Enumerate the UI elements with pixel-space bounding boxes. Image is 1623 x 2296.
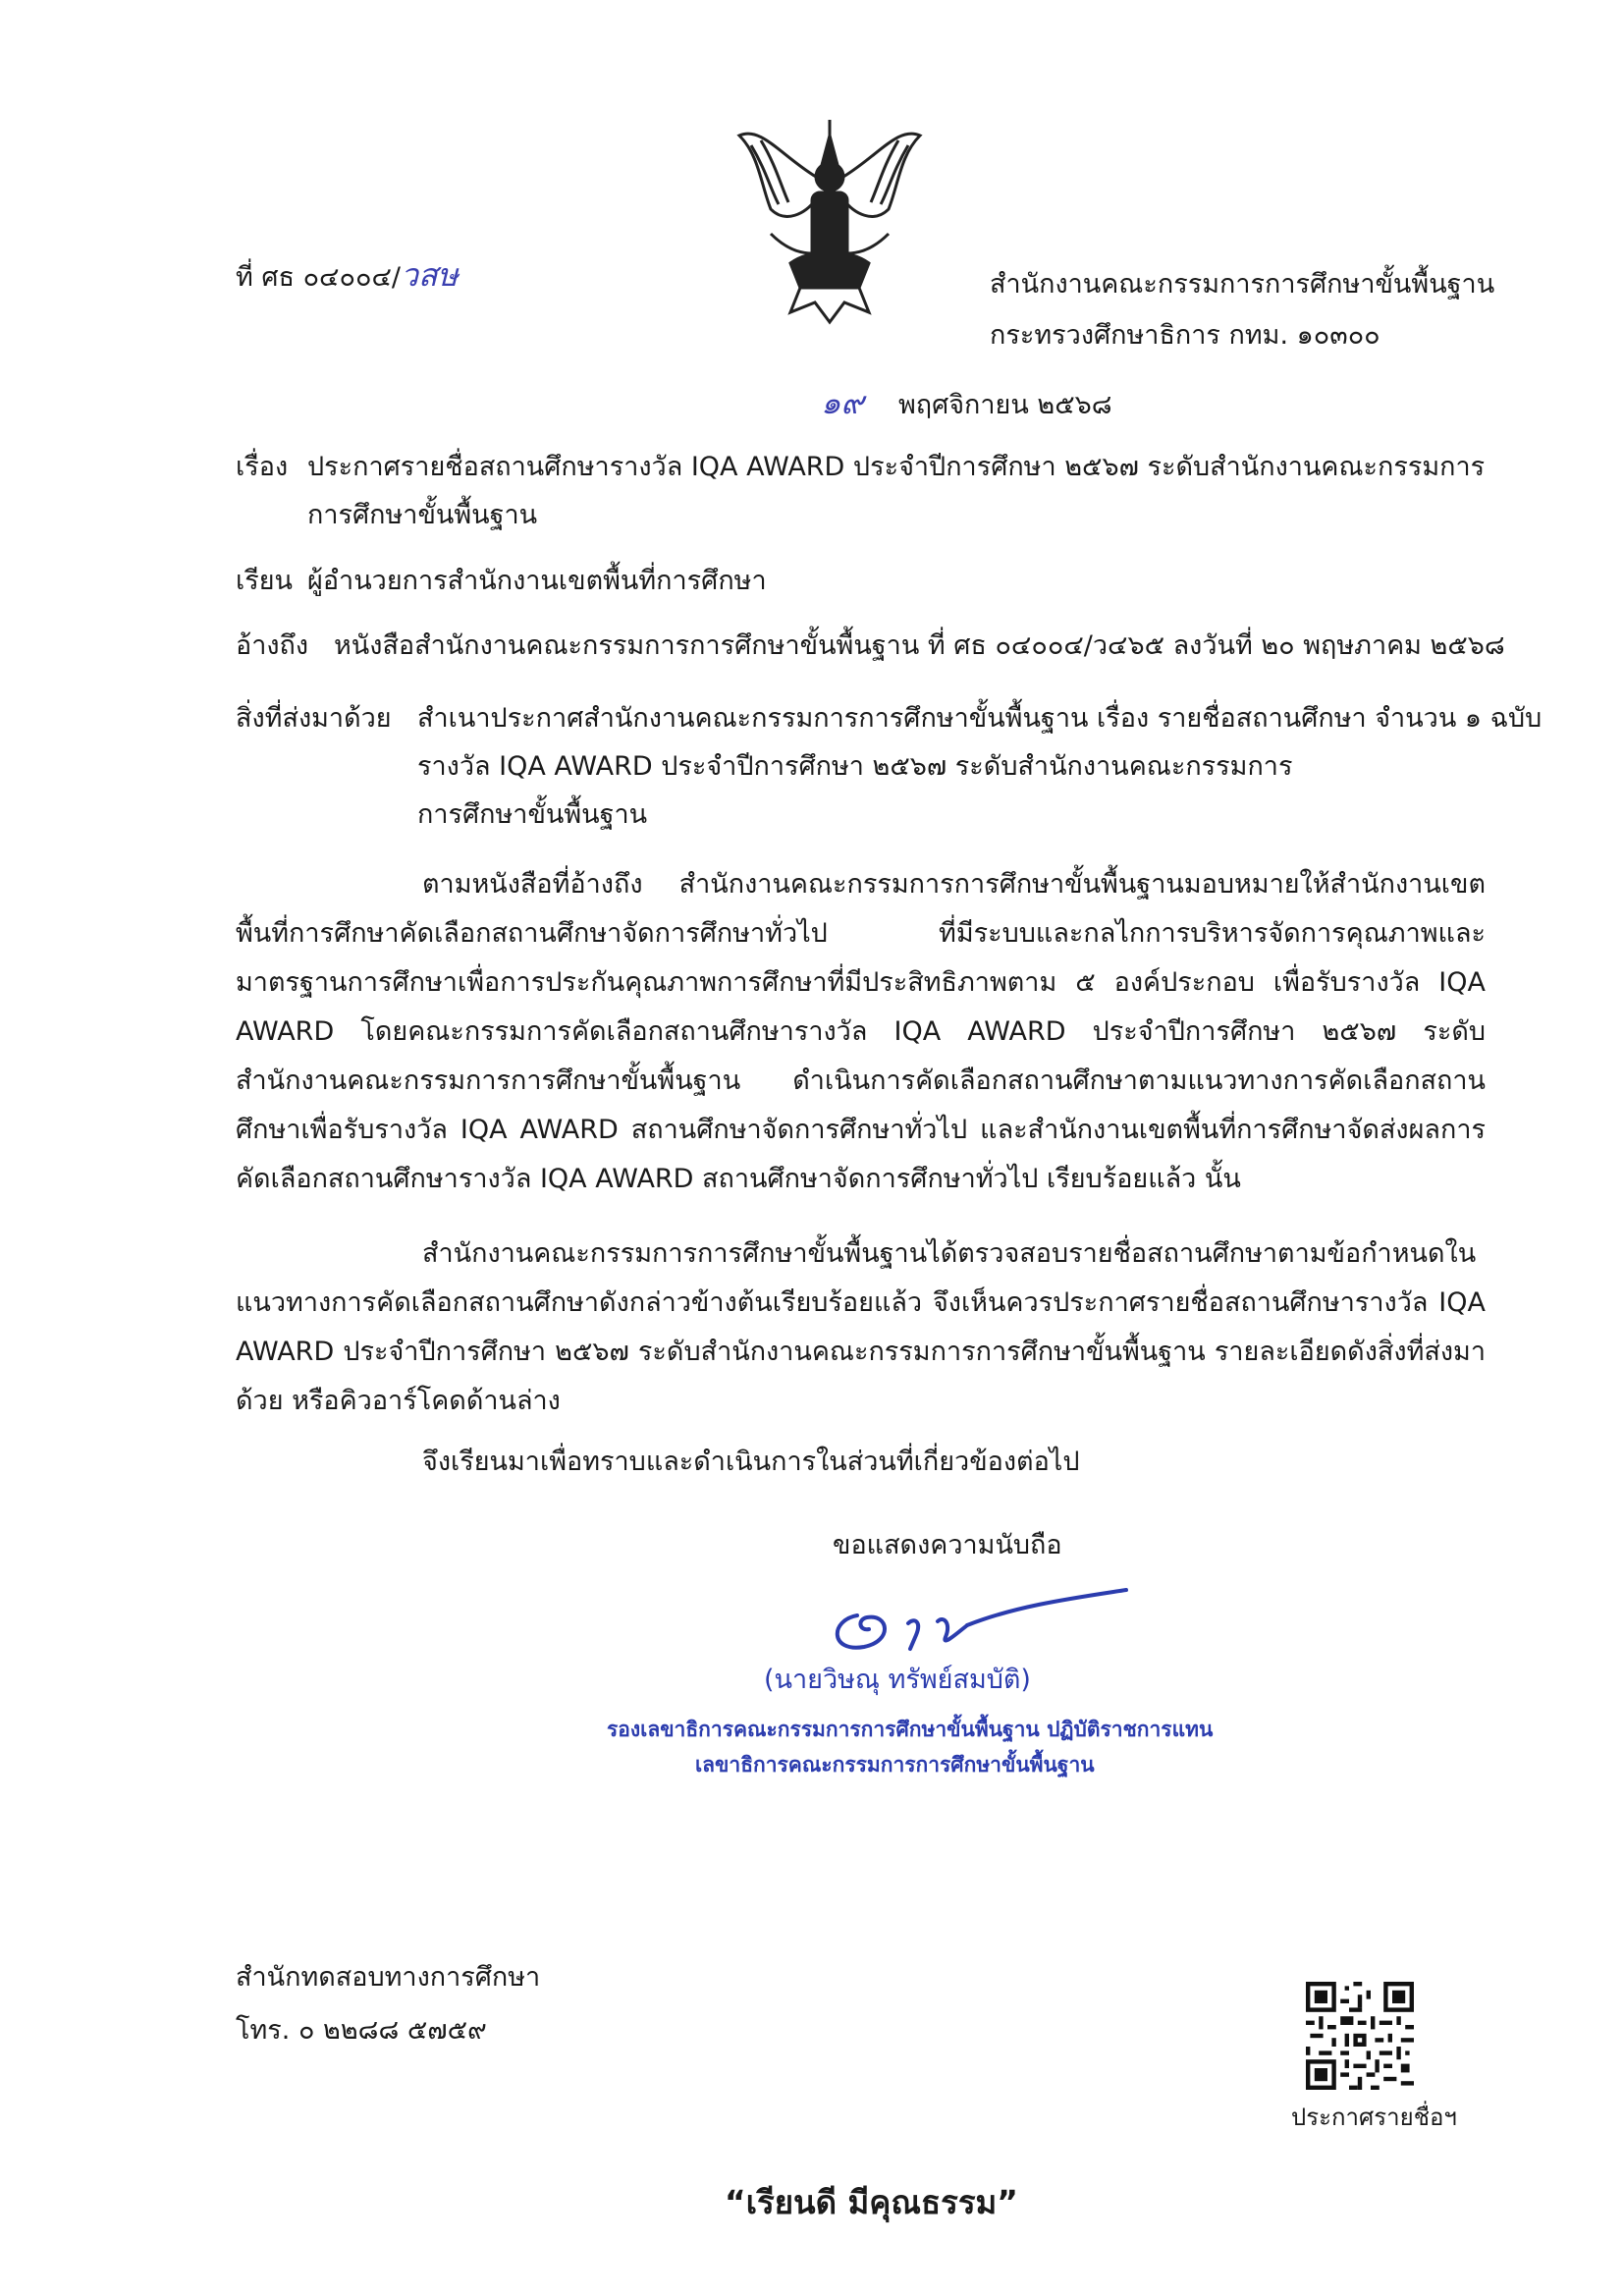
signer-title-1: รองเลขาธิการคณะกรรมการการศึกษาขั้นพื้นฐาน ปฏิบัติราชการแทน	[607, 1718, 1214, 1741]
body-paragraph-3-text: จึงเรียนมาเพื่อทราบและดำเนินการในส่วนที่เกี่ยวข้องต่อไป	[422, 1447, 1080, 1477]
body-paragraph-1-text: ตามหนังสือที่อ้างถึง สำนักงานคณะกรรมการการศึกษาขั้นพื้นฐานมอบหมายให้สำนักงานเขตพื้นที่การศึกษาคัดเลือกสถานศึกษาจัดการศึกษาทั่วไป ที่มีระบบและกลไกการบริหารจัดการคุณภาพและมาตรฐานการศึกษาเพื่อการประกันคุณภาพการศึกษาที่มีประสิทธิภาพตาม ๕ องค์ประกอบ เพื่อรับรางวัล IQA AWARD โดยคณะกรรมการคัดเลือกสถานศึกษารางวัล IQA AWARD ประจำปีการศึกษา ๒๕๖๗ ระดับสำนักงานคณะกรรมการการศึกษาขั้นพื้นฐาน ดำเนินการคัดเลือกสถานศึกษาตามแนวทางการคัดเลือกสถานศึกษาเพื่อรับรางวัล IQA AWARD สถานศึกษาจัดการศึกษาทั่วไป และสำนักงานเขตพื้นที่การศึกษาจัดส่งผลการคัดเลือกสถานศึกษารางวัล IQA AWARD สถานศึกษาจัดการศึกษาทั่วไป เรียบร้อยแล้ว นั้น	[236, 869, 1486, 1194]
motto: “เรียนดี มีคุณธรรม”	[725, 2183, 1018, 2221]
reference-prefix: ที่ ศธ ๐๔๐๐๔/	[236, 262, 401, 293]
enclosure-line-2: รางวัล IQA AWARD ประจำปีการศึกษา ๒๕๖๗ ระดับสำนักงานคณะกรรมการ	[417, 751, 1293, 782]
enclosure-line-3: การศึกษาขั้นพื้นฐาน	[417, 799, 648, 830]
reference-number-handwritten: วสษ	[401, 256, 459, 294]
footer-phone: โทร. ๐ ๒๒๘๘ ๕๗๕๙	[236, 2015, 487, 2046]
qr-code-icon[interactable]	[1306, 1982, 1414, 2090]
signer-name: (นายวิษณุ ทรัพย์สมบัติ)	[764, 1665, 1031, 1695]
office-name: สำนักงานคณะกรรมการการศึกษาขั้นพื้นฐาน	[990, 269, 1495, 300]
subject-line-2: การศึกษาขั้นพื้นฐาน	[307, 500, 538, 530]
date-month-year: พฤศจิกายน ๒๕๖๘	[897, 390, 1112, 420]
body-paragraph-2	[236, 1230, 1486, 1426]
reference-text: หนังสือสำนักงานคณะกรรมการการศึกษาขั้นพื้นฐาน ที่ ศธ ๐๔๐๐๔/ว๔๖๕ ลงวันที่ ๒๐ พฤษภาคม ๒๕๖๘	[334, 630, 1505, 661]
closing-salutation: ขอแสดงความนับถือ	[833, 1530, 1062, 1560]
garuda-emblem-icon	[731, 116, 928, 327]
signer-title-2: เลขาธิการคณะกรรมการการศึกษาขั้นพื้นฐาน	[695, 1753, 1095, 1777]
reference-number	[236, 257, 459, 296]
subject-line-1: ประกาศรายชื่อสถานศึกษารางวัล IQA AWARD ประจำปีการศึกษา ๒๕๖๗ ระดับสำนักงานคณะกรรมการ	[307, 452, 1486, 482]
recipient-label: เรียน	[236, 566, 294, 596]
enclosure-line-1: สำเนาประกาศสำนักงานคณะกรรมการการศึกษาขั้นพื้นฐาน เรื่อง รายชื่อสถานศึกษา จำนวน ๑ ฉบับ	[417, 703, 1542, 734]
body-paragraph-3	[236, 1438, 1486, 1487]
reference-label: อ้างถึง	[236, 630, 309, 661]
office-address: กระทรวงศึกษาธิการ กทม. ๑๐๓๐๐	[990, 320, 1380, 351]
enclosure-label: สิ่งที่ส่งมาด้วย	[236, 703, 392, 734]
footer-department: สำนักทดสอบทางการศึกษา	[236, 1962, 541, 1993]
date-day-handwritten: ๑๙	[821, 384, 864, 421]
letter-date	[821, 385, 1112, 423]
qr-caption: ประกาศรายชื่อฯ	[1291, 2104, 1457, 2131]
recipient-text: ผู้อำนวยการสำนักงานเขตพื้นที่การศึกษา	[307, 566, 767, 596]
subject-label: เรื่อง	[236, 452, 289, 482]
body-paragraph-1	[236, 860, 1486, 1204]
signature-icon	[820, 1576, 1134, 1665]
body-paragraph-2-text: สำนักงานคณะกรรมการการศึกษาขั้นพื้นฐานได้ตรวจสอบรายชื่อสถานศึกษาตามข้อกำหนดในแนวทางการคัดเลือกสถานศึกษาดังกล่าวข้างต้นเรียบร้อยแล้ว จึงเห็นควรประกาศรายชื่อสถานศึกษารางวัล IQA AWARD ประจำปีการศึกษา ๒๕๖๗ ระดับสำนักงานคณะกรรมการการศึกษาขั้นพื้นฐาน รายละเอียดดังสิ่งที่ส่งมาด้วย หรือคิวอาร์โคดด้านล่าง	[236, 1238, 1486, 1416]
